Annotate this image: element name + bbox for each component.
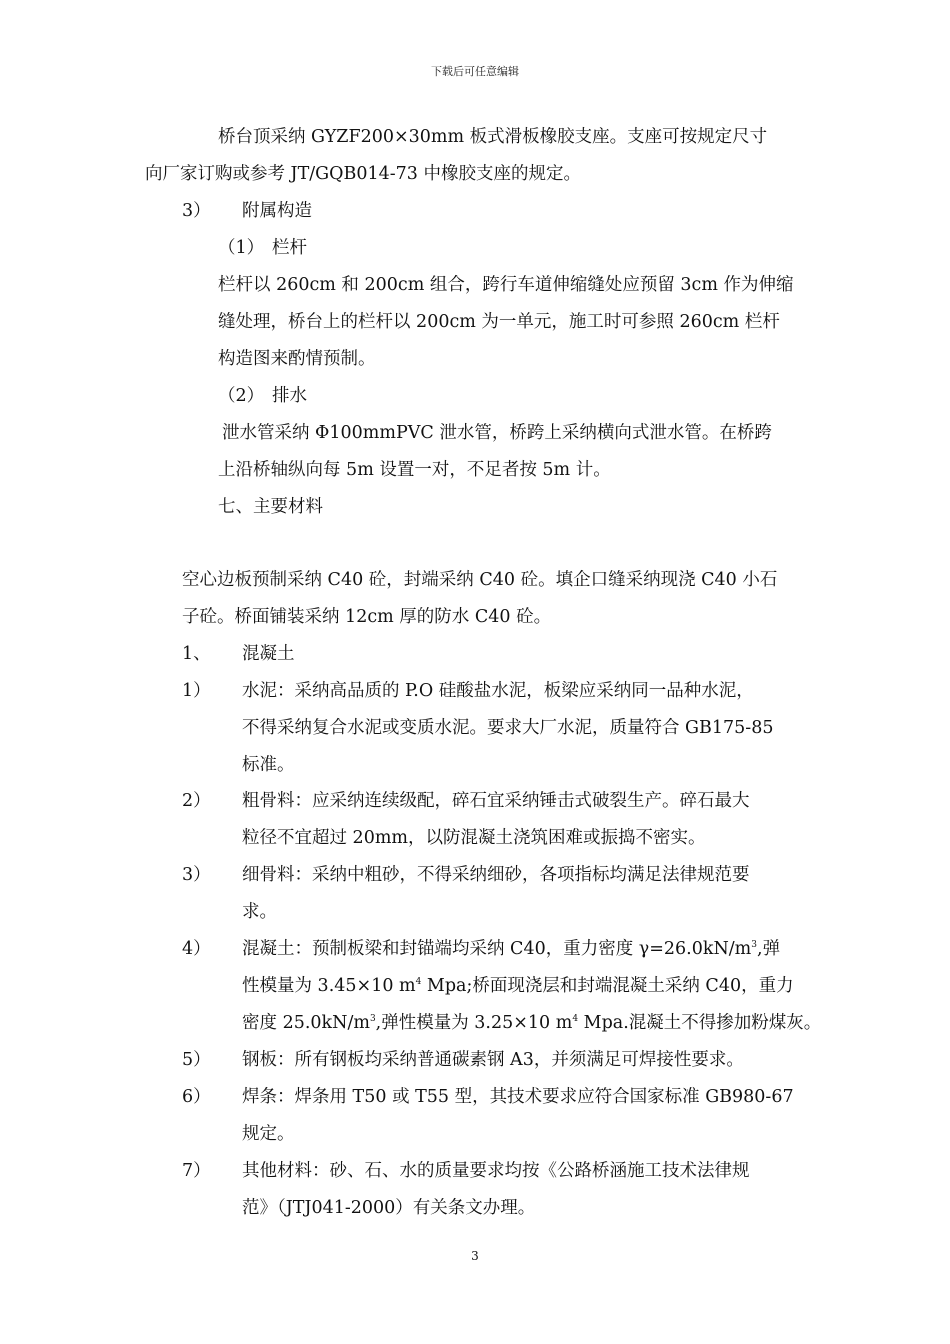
paragraph-line: 桥台顶采纳 GYZF200×30mm 板式滑板橡胶支座。支座可按规定尺寸 — [218, 127, 768, 147]
list-item-line: 水泥：采纳高品质的 P.O 硅酸盐水泥，板梁应采纳同一品种水泥， — [242, 681, 754, 701]
list-item-line: 范》（JTJ041-2000）有关条文办理。 — [242, 1198, 536, 1218]
list-item-line: 钢板：所有钢板均采纳普通碳素钢 A3，并须满足可焊接性要求。 — [242, 1050, 744, 1070]
superscript: 3 — [751, 940, 758, 950]
list-item-line: 规定。 — [242, 1124, 295, 1144]
list-item-line: 焊条：焊条用 T50 或 T55 型，其技术要求应符合国家标准 GB980-67 — [242, 1087, 794, 1107]
subsection-number: （2） — [218, 386, 265, 406]
list-item-line: 粗骨料：应采纳连续级配，碎石宜采纳锤击式破裂生产。碎石最大 — [242, 791, 750, 811]
superscript: 3 — [369, 1014, 376, 1024]
list-item-line: 标准。 — [242, 755, 295, 775]
list-item-number: 1） — [182, 681, 211, 701]
paragraph-line: 栏杆以 260cm 和 200cm 组合，跨行车道伸缩缝处应预留 3cm 作为伸缩 — [218, 275, 794, 295]
chapter-heading: 七、主要材料 — [218, 497, 323, 517]
page-number: 3 — [471, 1249, 479, 1263]
subsection-title: 栏杆 — [272, 238, 307, 258]
subsection-title: 排水 — [272, 386, 307, 406]
list-item-number: 3） — [182, 865, 211, 885]
list-item-number: 6） — [182, 1087, 211, 1107]
list-item-line — [242, 937, 780, 961]
section-title: 附属构造 — [242, 201, 312, 221]
paragraph-line: 构造图来酌情预制。 — [218, 349, 376, 369]
list-item-line: 求。 — [242, 902, 277, 922]
text-span: ,弹性模量为 3.25×10 m — [375, 1013, 573, 1033]
text-span: 性模量为 3.45×10 m — [242, 976, 416, 996]
list-item-line: 粒径不宜超过 20mm，以防混凝土浇筑困难或振捣不密实。 — [242, 828, 706, 848]
text-span: Mpa;桥面现浇层和封端混凝土采纳 C40，重力 — [421, 976, 794, 996]
paragraph-line: 向厂家订购或参考 JT/GQB014-73 中橡胶支座的规定。 — [145, 164, 581, 184]
text-span: 混凝土：预制板梁和封锚端均采纳 C40，重力密度 γ=26.0kN/m — [242, 939, 752, 959]
superscript: 4 — [572, 1014, 579, 1024]
list-item-line: 细骨料：采纳中粗砂，不得采纳细砂，各项指标均满足法律规范要 — [242, 865, 750, 885]
subsection-number: （1） — [218, 238, 265, 258]
list-item-line: 不得采纳复合水泥或变质水泥。要求大厂水泥，质量符合 GB175-85 — [242, 718, 774, 738]
text-span: Mpa.混凝土不得掺加粉煤灰。 — [578, 1013, 822, 1033]
item-number: 1、 — [182, 644, 211, 664]
list-item-number: 5） — [182, 1050, 211, 1070]
paragraph-line: 空心边板预制采纳 C40 砼，封端采纳 C40 砼。填企口缝采纳现浇 C40 小石 — [182, 570, 778, 590]
list-item-number: 7） — [182, 1161, 211, 1181]
list-item-number: 4） — [182, 939, 211, 959]
list-item-line — [242, 1011, 821, 1035]
paragraph-line: 上沿桥轴纵向每 5m 设置一对，不足者按 5m 计。 — [218, 460, 611, 480]
list-item-number: 2） — [182, 791, 211, 811]
paragraph-line: 子砼。桥面铺装采纳 12cm 厚的防水 C40 砼。 — [182, 607, 552, 627]
list-item-line: 其他材料：砂、石、水的质量要求均按《公路桥涵施工技术法律规 — [242, 1161, 750, 1181]
page-header: 下载后可任意编辑 — [431, 65, 519, 78]
list-item-line — [242, 974, 794, 998]
section-number: 3） — [182, 201, 211, 221]
paragraph-line: 泄水管采纳 Φ100mmPVC 泄水管，桥跨上采纳横向式泄水管。在桥跨 — [222, 423, 772, 443]
text-span: ,弹 — [757, 939, 781, 959]
superscript: 4 — [415, 977, 422, 987]
paragraph-line: 缝处理，桥台上的栏杆以 200cm 为一单元，施工时可参照 260cm 栏杆 — [218, 312, 780, 332]
text-span: 密度 25.0kN/m — [242, 1013, 370, 1033]
item-title: 混凝土 — [242, 644, 295, 664]
